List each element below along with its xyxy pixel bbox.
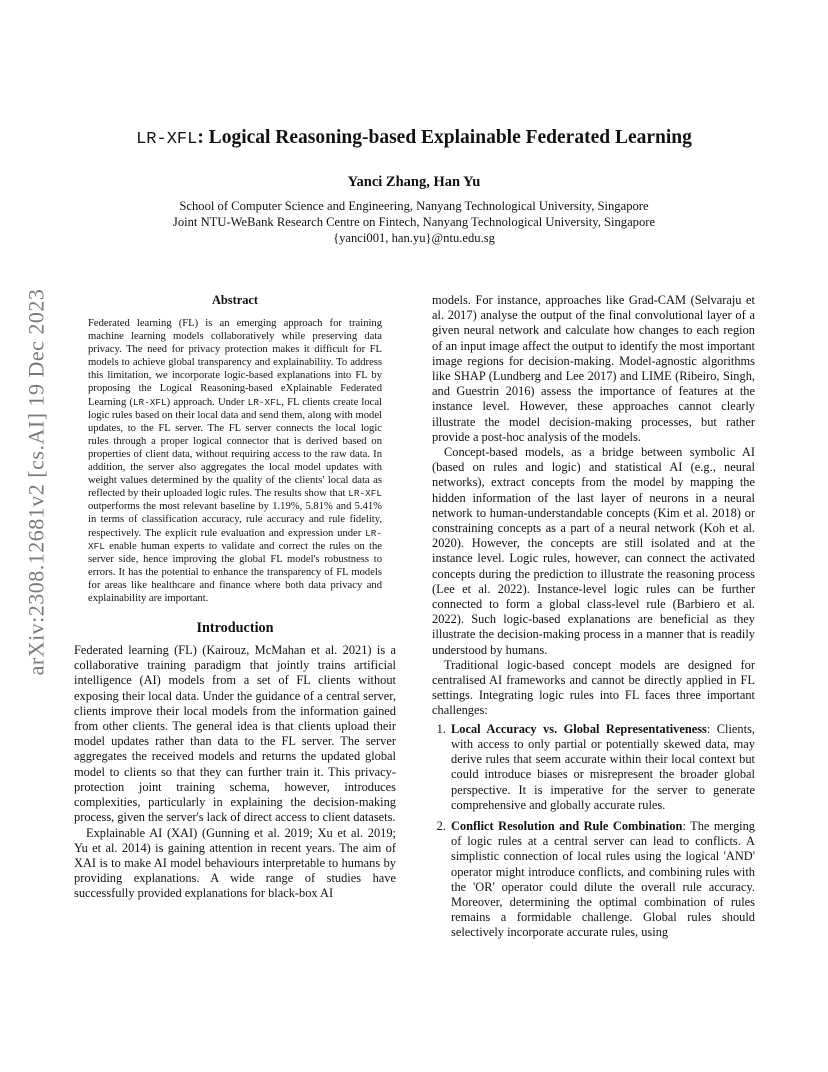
body-paragraph-2: Concept-based models, as a bridge between symbolic AI (based on rules and logic) and statistical AI (e.g., neural networks), extract concepts from the model by mapping the hidden information of the last layer of neurons in a neural network to human-understandable concepts (Kim et al. 2018) or constraining concepts as a part of a neural network (Koh et al. 2020). However, the concepts are still isolated and at the instance level. Logic rules, however, can connect the activated concepts during the prediction to illustrate the reasoning process (Lee et al. 2022). Instance-level logic rules can be further connected to form a global class-level rule (Barbiero et al. 2022). Such logic-based explanations are beneficial as they illustrate the decision-making process in a manner that is readily understood by humans.: [432, 445, 755, 657]
challenge-text: : The merging of logic rules at a central server can lead to conflicts. A simplistic connection of local rules using the logical 'AND' operator might introduce conflicts, and combining rules with the 'OR' operator could dilute the overall rule accuracy. Moreover, determining the optimal combination of rules remains a formidable challenge. Global rules should selectively incorporate accurate rules, using: [451, 818, 755, 940]
abstract-method-code: LR-XFL: [247, 396, 282, 408]
affiliation-line: School of Computer Science and Engineering, Nanyang Technological University, Singapore: [179, 199, 649, 213]
authors: Yanci Zhang, Han Yu: [347, 174, 481, 190]
body-paragraph-1: models. For instance, approaches like Grad-CAM (Selvaraju et al. 2017) analyse the output of the final convolutional layer of a given neural network and calculate how changes to each region of an input image affect the output to identify the most important image regions for decision-making. Model-agnostic algorithms like SHAP (Lundberg and Lee 2017) and LIME (Ribeiro, Singh, and Guestrin 2016) assess the importance of features at the instance level. However, these approaches cannot clearly illustrate the model decision-making processes, but rather provide a post-hoc analysis of the models.: [432, 293, 755, 444]
intro-paragraph-2: Explainable AI (XAI) (Gunning et al. 2019; Xu et al. 2019; Yu et al. 2014) is gaining attention in recent years. The aim of XAI is to make AI model behaviours interpretable to humans by providing explanations. A wide range of studies have successfully provided explanations for black-box AI: [74, 825, 396, 901]
abstract-text: [88, 317, 382, 605]
abstract-method-code: LR-XFL: [132, 396, 167, 408]
arxiv-side-stamp: [16, 288, 56, 676]
affiliation-line: Joint NTU-WeBank Research Centre on Fintech, Nanyang Technological University, Singapore: [172, 215, 656, 229]
intro-paragraph-1: Federated learning (FL) (Kairouz, McMahan et al. 2021) is a collaborative training paradigm that jointly trains artificial intelligence (AI) models from a set of FL clients without exposing their local data. Under the guidance of a central server, clients improve their local models from the information gained from other clients. The general idea is that clients upload their model updates rather than data to the FL server. The server aggregates the received models and returns the updated global model to clients so that they can further train it. This privacy-protection joint training schema, however, introduces complexities, particularly in explaining the decision-making process, given the server's lack of direct access to client datasets.: [74, 643, 396, 825]
abstract-segment: outperforms the most relevant baseline by 1.19%, 5.81% and 5.41% in terms of classification accuracy, rule accuracy and rule fidelity, respectively. The explicit rule evaluation and expression under: [88, 501, 382, 539]
challenge-title: Conflict Resolution and Rule Combination: [451, 818, 683, 833]
abstract-segment: enable human experts to validate and correct the rules on the server side, hence improving the global FL model's robustness to errors. It has the potential to enhance the transparency of FL models for areas like healthcare and finance where both data privacy and explainability are important.: [88, 540, 382, 604]
abstract-segment: Federated learning (FL) is an emerging approach for training machine learning models collaboratively while preserving data privacy. The need for privacy protection makes it difficult for FL models to achieve global transparency and explainability. To address this limitation, we incorporate logic-based explanations into FL by proposing the Logical Reasoning-based eXplainable Federated Learning (: [88, 318, 382, 408]
list-item: [449, 819, 755, 941]
title-text: : Logical Reasoning-based Explainable Federated Learning: [197, 127, 692, 148]
challenge-text: : Clients, with access to only partial or potentially skewed data, may derive rules that seem accurate within their local context but could introduce biases or misrepresent the broader global perspective. It is imperative for the server to generate comprehensive and globally accurate rules.: [451, 721, 755, 812]
abstract-heading: Abstract: [211, 293, 259, 307]
introduction-heading: Introduction: [196, 620, 274, 637]
author-emails: {yanci001, han.yu}@ntu.edu.sg: [333, 231, 495, 245]
abstract-method-code: LR-XFL: [348, 488, 382, 500]
left-column: [74, 293, 396, 902]
challenge-title: Local Accuracy vs. Global Representativeness: [451, 721, 707, 736]
abstract-segment: , FL clients create local logic rules based on their local data and send them, along with model updates, to the FL server. The FL server connects the local logic rules through a proper logical connector that is derived based on properties of client data, without requiring access to the raw data. In addition, the server also aggregates the local model updates with weight values determined by the quality of the clients' local data as reflected by their uploaded logic rules. The results show that: [88, 396, 383, 500]
paper-title: [0, 127, 828, 149]
abstract-method-code: LR-XFL: [88, 527, 382, 552]
affiliations: [0, 198, 828, 246]
right-column: [432, 293, 755, 947]
challenges-list: [432, 722, 755, 941]
list-item: [449, 722, 755, 813]
body-paragraph-3: Traditional logic-based concept models are designed for centralised AI frameworks and cannot be directly applied in FL settings. Integrating logic rules into FL faces three important challenges:: [432, 657, 755, 718]
abstract-segment: ) approach. Under: [166, 396, 248, 408]
title-method-name: LR-XFL: [136, 130, 198, 149]
arxiv-identifier: arXiv:2308.12681v2 [cs.AI] 19 Dec 2023: [23, 288, 48, 676]
